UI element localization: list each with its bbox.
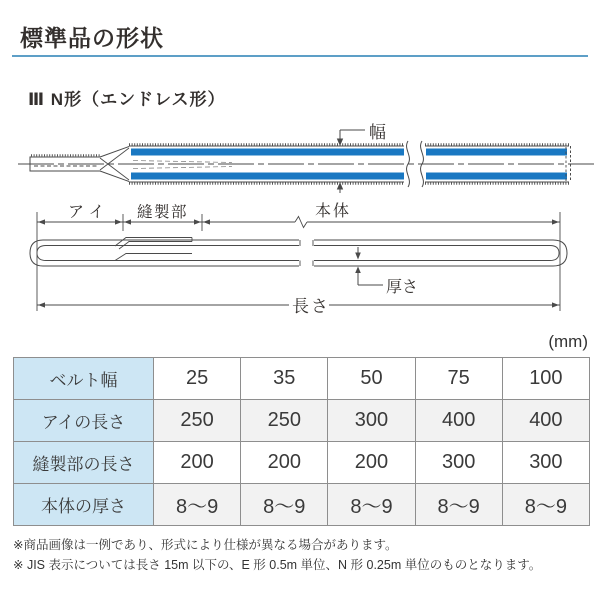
table-cell: 300 [502, 442, 589, 484]
row-header: 縫製部の長さ [14, 442, 154, 484]
spec-table [13, 357, 590, 526]
footnotes [13, 537, 597, 577]
section-subtitle: Ⅲ N形（エンドレス形） [28, 90, 226, 109]
table-cell: 400 [502, 400, 589, 442]
table-row-belt-width [14, 358, 590, 400]
body-dimension-label: 本体 [315, 203, 352, 220]
footnote-jis: ※ JIS 表示については長さ 15m 以下の、E 形 0.5m 単位、N 形 0.25m 単位のものとなります。 [13, 557, 542, 572]
table-row-sewn-length [14, 442, 590, 484]
eye-dimension-label: アイ [68, 204, 111, 221]
table-cell: 400 [415, 400, 502, 442]
belt-side-view [30, 202, 567, 316]
table-cell: 8～9 [415, 484, 502, 526]
table-cell: 75 [415, 358, 502, 400]
length-label: 長さ [292, 297, 330, 316]
footnote-product-image: ※商品画像は一例であり、形式により仕様が異なる場合があります。 [13, 538, 398, 552]
row-header: 本体の厚さ [14, 484, 154, 526]
table-cell: 250 [241, 400, 328, 442]
belt-top-view [18, 123, 594, 193]
table-cell: 8～9 [502, 484, 589, 526]
table-cell: 8～9 [241, 484, 328, 526]
table-cell: 200 [328, 442, 415, 484]
page-title: 標準品の形状 [20, 25, 164, 51]
row-header: ベルト幅 [14, 358, 154, 400]
unit-label: (mm) [548, 332, 588, 351]
table-row-eye-length [14, 400, 590, 442]
width-label: 幅 [369, 123, 386, 142]
table-cell: 100 [502, 358, 589, 400]
table-cell: 250 [154, 400, 241, 442]
table-cell: 25 [154, 358, 241, 400]
row-header: アイの長さ [14, 400, 154, 442]
table-cell: 300 [328, 400, 415, 442]
thickness-label: 厚さ [386, 279, 419, 296]
thickness-callout [355, 247, 418, 296]
table-cell: 35 [241, 358, 328, 400]
sewn-dimension-label: 縫製部 [137, 204, 189, 221]
table-cell: 8～9 [328, 484, 415, 526]
table-cell: 200 [154, 442, 241, 484]
table-cell: 300 [415, 442, 502, 484]
table-cell: 8～9 [154, 484, 241, 526]
table-row-body-thickness [14, 484, 590, 526]
table-cell: 200 [241, 442, 328, 484]
length-dimension [37, 297, 560, 316]
table-cell: 50 [328, 358, 415, 400]
